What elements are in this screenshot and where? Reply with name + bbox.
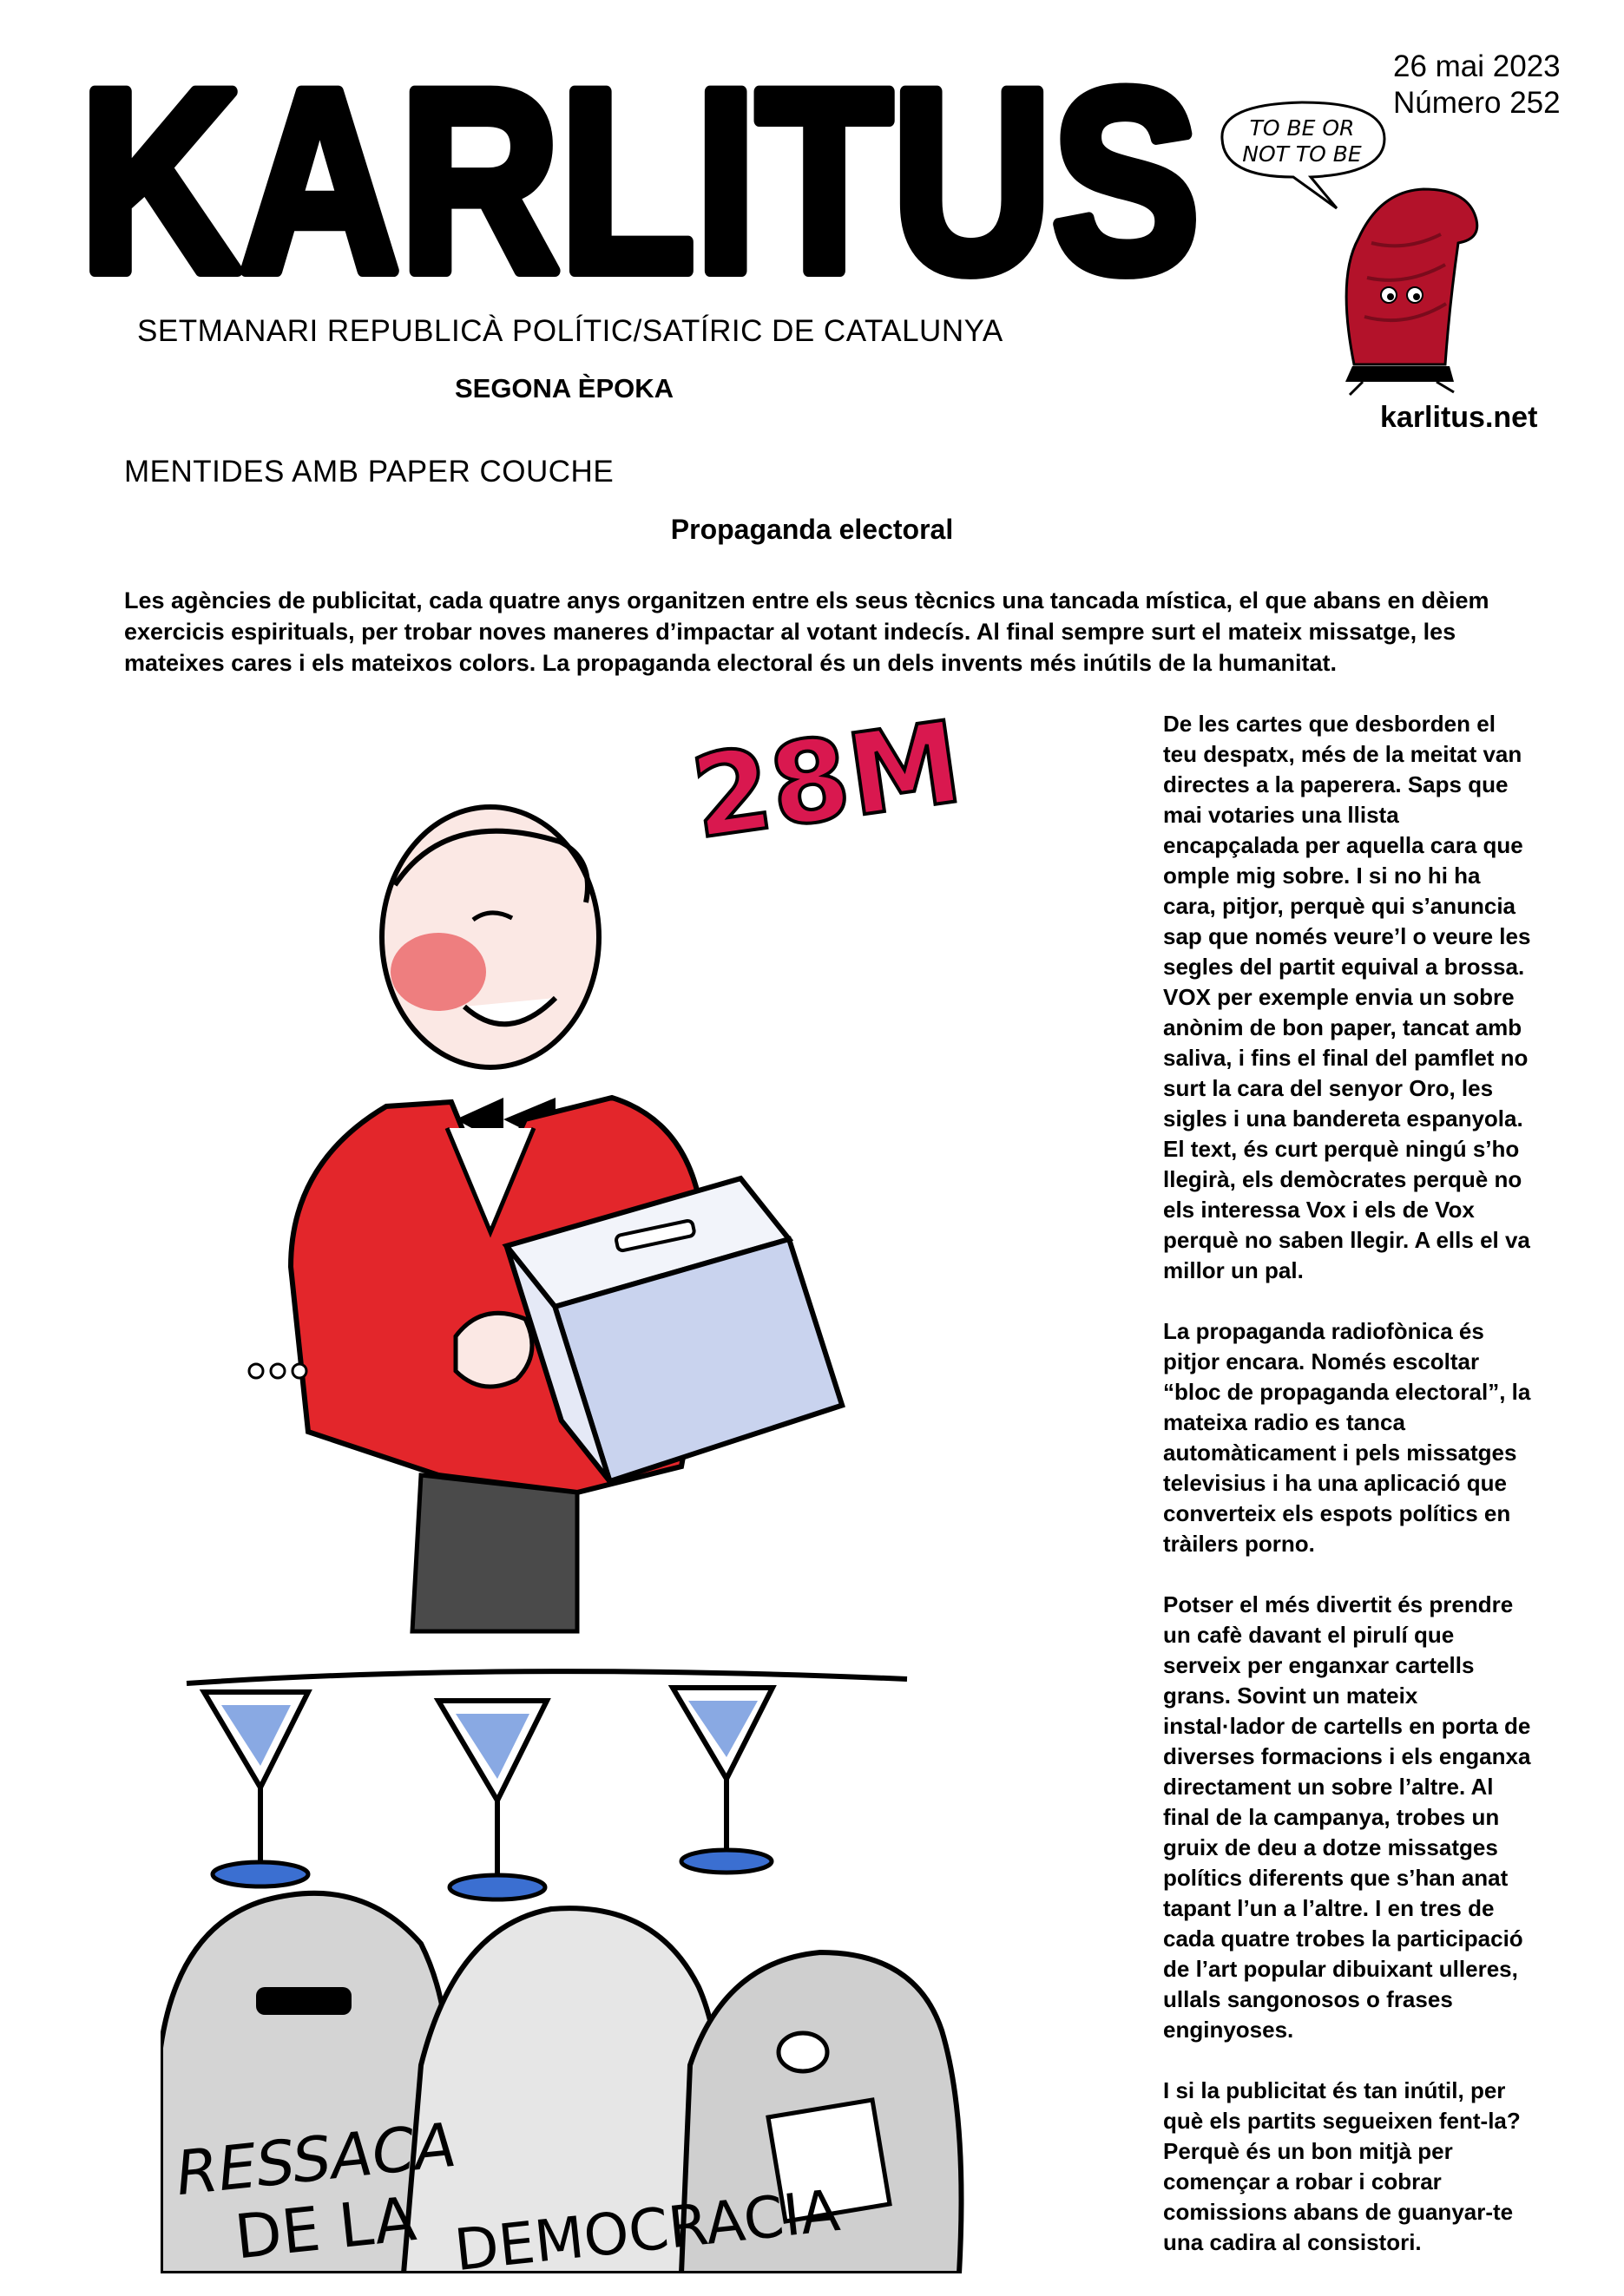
section-title: MENTIDES AMB PAPER COUCHE [124, 455, 615, 489]
article-lead: Les agències de publicitat, cada quatre anys organitzen entre els seus tècnics una tancada mística, el que abans en dèiem exercicis espirituals, per trobar noves maneres d’impactar al votant indecís. Al final sempre surt el mateix missatge, les mateixes cares i els mateixos colors. La propaganda electoral és un dels invents més inútils de la humanitat. [124, 587, 1489, 676]
masthead-subtitle: SETMANARI REPUBLICÀ POLÍTIC/SATÍRIC DE CATALUNYA [137, 314, 1003, 348]
cocktail-glass-1 [204, 1692, 308, 1886]
masthead-title-text: KARLITUS [80, 43, 1200, 326]
speech-line-1: TO BE OR [1249, 115, 1355, 141]
cocktail-glass-2 [438, 1701, 547, 1899]
masthead-title [80, 43, 1200, 338]
masthead-epoch: SEGONA ÈPOKA [454, 373, 674, 403]
cocktail-glass-3 [673, 1688, 773, 1873]
article-body-column [1163, 709, 1532, 2288]
speech-line-2: NOT TO BE [1242, 141, 1362, 167]
article-paragraph: I si la publicitat és tan inútil, per què els partits segueixen fent-la? Perquè és un bon mitjà per començar a robar i cobrar comissions abans de guanyar-te una cadira al consistori. [1163, 2077, 1521, 2255]
bar-counter [187, 1671, 907, 1683]
issue-date: 26 mai 2023 [1393, 49, 1561, 83]
article-headline: Propaganda electoral [670, 514, 954, 545]
cartoon-date-label: 28M [684, 712, 970, 864]
mascot-figure [1345, 189, 1477, 395]
article-paragraph: La propaganda radiofònica és pitjor encara. Només escoltar “bloc de propaganda electoral”, la mateixa radio es tanca automàticament i pels missatges televisius i ha una aplicació que converteix els espots polítics en tràilers porno. [1163, 1318, 1531, 1557]
editorial-cartoon [161, 712, 1146, 2273]
article-paragraph: Potser el més divertit és prendre un cafè davant el pirulí que serveix per enganxar cartells grans. Sovint un mateix instal·lador de cartells en porta de diverses formacions i els enganxa directament un sobre l’altre. Al final de la campanya, trobes un gruix de deu a dotze missatges polítics diferents que s’han anat tapant l’un a l’altre. I en tres de cada quatre trobes la participació de l’art popular dibuixant ulleres, ullals sangonosos o frases enginyoses. [1163, 1591, 1531, 2043]
issue-number: Número 252 [1393, 86, 1561, 120]
caption-line-1: RESSACA [172, 2109, 460, 2210]
caption-line-3: DEMOCRACIA [450, 2176, 843, 2273]
mascot-illustration [1206, 87, 1519, 399]
caption-line-2: DE LA [231, 2183, 420, 2273]
waiter-figure [249, 807, 847, 1631]
article-paragraph: De les cartes que desborden el teu despatx, més de la meitat van directes a la paperera. Saps que mai votaries una llista encapçalada per aquella cara que omple mig sobre. I si no hi ha cara, pitjor, perquè qui s’anuncia sap que només veure’l o veure les segles del partit equival a brossa. VOX per exemple envia un sobre anònim de bon paper, tancat amb saliva, i fins el final del pamflet no surt la cara del senyor Oro, les sigles i una bandereta espanyola. El text, és curt perquè ningú s’ho llegirà, els demòcrates perquè no els interessa Vox i els de Vox perquè no saben llegir. A ells el va millor un pal. [1163, 711, 1531, 1283]
website-link[interactable]: karlitus.net [1380, 401, 1538, 434]
